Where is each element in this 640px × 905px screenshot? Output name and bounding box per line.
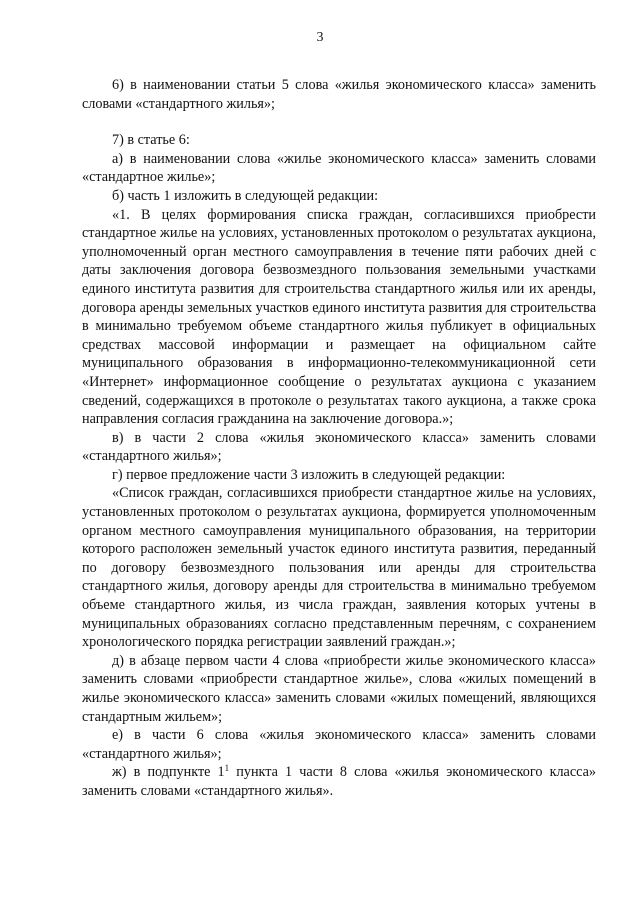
paragraph-subitem-zh-start: ж) в подпункте 1	[112, 764, 225, 781]
paragraph-subitem-d: д) в абзаце первом части 4 слова «приобрести жилье экономического класса» заменить словами «приобрести стандартное жилье», слова «жилых помещений в жилье экономического класса» заменить словами «жилых помещений, являющихся стандартным жильем»;	[82, 652, 596, 725]
superscript-index: 1	[224, 763, 230, 774]
document-body	[82, 76, 596, 801]
paragraph-item-6: 6) в наименовании статьи 5 слова «жилья экономического класса» заменить словами «стандартного жилья»;	[82, 77, 596, 112]
paragraph-quote-part-1: «1. В целях формирования списка граждан, согласившихся приобрести стандартное жилье на условиях, установленных протоколом о результатах аукциона, уполномоченный орган местного самоуправления в течение пяти рабочих дней с даты заключения договора безвозмездного пользования земельными участками единого института развития для строительства стандартного жилья или их аренды, договора аренды земельных участков единого института развития для строительства в минимально требуемом объеме стандартного жилья публикует в официальных средствах массовой информации и размещает на официальном сайте муниципального образования в информационно-телекоммуникационной сети «Интернет» информационное сообщение о результатах аукциона с указанием сведений, содержащихся в протоколе о результатах такого аукциона, а также срока направления согласия гражданина на заключение договора.»;	[82, 206, 596, 428]
paragraph-subitem-a: а) в наименовании слова «жилье экономического класса» заменить словами «стандартное жилье»;	[82, 150, 596, 186]
paragraph-subitem-g: г) первое предложение части 3 изложить в следующей редакции:	[112, 466, 506, 483]
paragraph-subitem-zh	[82, 763, 596, 800]
paragraph-subitem-v: в) в части 2 слова «жилья экономического класса» заменить словами «стандартного жилья»;	[82, 429, 596, 465]
paragraph-subitem-b: б) часть 1 изложить в следующей редакции:	[112, 187, 379, 204]
paragraph-subitem-e: е) в части 6 слова «жилья экономического класса» заменить словами «стандартного жилья»;	[82, 727, 596, 762]
paragraph-item-7: 7) в статье 6:	[112, 132, 190, 149]
page-number: 3	[316, 30, 324, 45]
paragraph-subitem-zh-end: пункта 1 части 8 слова «жилья экономического класса» заменить словами «стандартного жилья».	[82, 764, 596, 799]
paragraph-quote-part-3: «Список граждан, согласившихся приобрести стандартное жилье на условиях, установленных протоколом о результатах аукциона, формируется уполномоченным органом местного самоуправления муниципального образования, на территории которого расположен земельный участок единого института развития, переданный по договору безвозмездного пользования или аренды для строительства стандартного жилья, договору аренды для строительства в минимально требуемом объеме стандартного жилья, из числа граждан, заявления которых учтены в муниципальных образованиях согласно представленным перечням, с сохранением хронологического порядка регистрации заявлений граждан.»;	[82, 485, 596, 651]
